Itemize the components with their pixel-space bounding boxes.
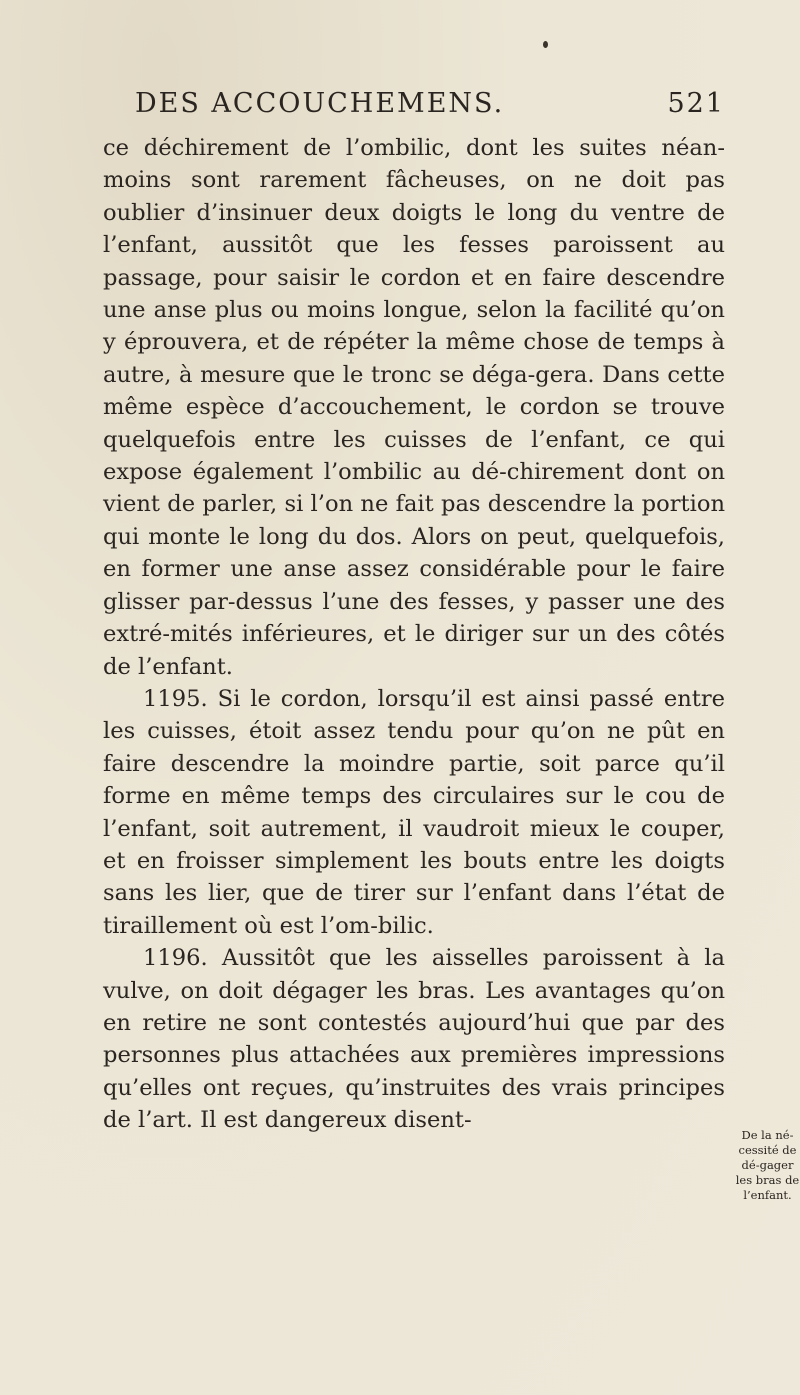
body-text	[103, 132, 725, 1137]
paragraph-1195: 1195. Si le cordon, lorsqu’il est ainsi passé entre les cuisses, étoit assez tendu pour qu’on ne pût en faire descendre la moindre partie, soit parce qu’il forme en même temps des circulaires sur le cou de l’enfant, soit autrement, il vaudroit mieux le couper, et en froisser simplement les bouts entre les doigts sans les lier, que de tirer sur l’enfant dans l’état de tiraillement où est l’om-bilic.	[103, 685, 725, 939]
paragraph-1196: 1196. Aussitôt que les aisselles paroissent à la vulve, on doit dégager les bras. Les avantages qu’on en retire ne sont contestés aujourd’hui que par des personnes plus attachées aux premières impressions qu’elles ont reçues, qu’instruites des vrais principes de l’art. Il est dangereux disent-	[103, 945, 725, 1134]
page-number: 521	[667, 88, 725, 119]
ink-spot	[543, 41, 548, 48]
running-title: DES ACCOUCHEMENS.	[135, 88, 505, 119]
margin-note: De la né-cessité de dé-gager les bras de l’enfant.	[735, 1128, 800, 1202]
paragraph-continuation: ce déchirement de l’ombilic, dont les suites néan-moins sont rarement fâcheuses, on ne doit pas oublier d’insinuer deux doigts le long du ventre de l’enfant, aussitôt que les fesses paroissent au passage, pour saisir le cordon et en faire descendre une anse plus ou moins longue, selon la facilité qu’on y éprouvera, et de répéter la même chose de temps à autre, à mesure que le tronc se déga-gera. Dans cette même espèce d’accouchement, le cordon se trouve quelquefois entre les cuisses de l’enfant, ce qui expose également l’ombilic au dé-chirement dont on vient de parler, si l’on ne fait pas descendre la portion qui monte le long du dos. Alors on peut, quelquefois, en former une anse assez considérable pour le faire glisser par-dessus l’une des fesses, y passer une des extré-mités inférieures, et le diriger sur un des côtés de l’enfant.	[103, 135, 725, 680]
